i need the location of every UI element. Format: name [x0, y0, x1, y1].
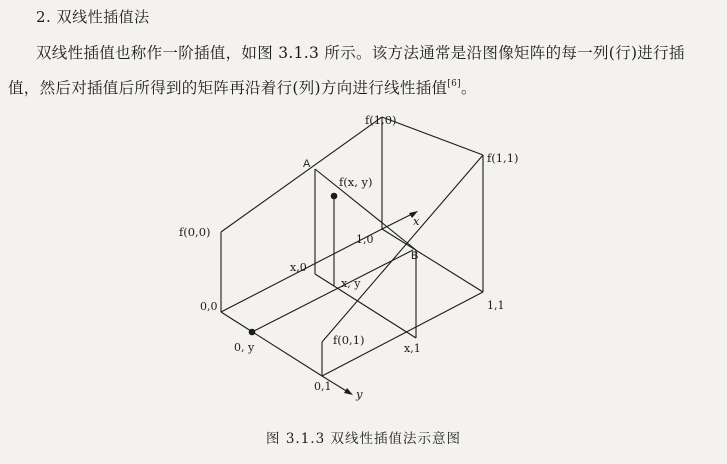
label-y-axis: y: [356, 387, 363, 401]
label-x0: x,0: [290, 261, 307, 274]
figure-caption: 图 3.1.3 双线性插值法示意图: [266, 431, 461, 447]
label-B: B: [411, 250, 419, 262]
point-0y: [249, 329, 256, 336]
label-f10: f(1,0): [365, 113, 397, 127]
label-x1: x,1: [404, 342, 421, 355]
label-f00: f(0,0): [179, 225, 211, 239]
base-edge-right: [382, 229, 483, 292]
top-edge-10-11: [382, 117, 483, 155]
label-0y: 0, y: [234, 341, 255, 354]
x-axis-line: [382, 213, 414, 229]
label-x-axis: x: [413, 214, 420, 228]
label-f11: f(1,1): [487, 151, 519, 165]
base-line-y: [252, 250, 413, 332]
paragraph-end-mark: 。: [460, 79, 477, 97]
label-A: A: [303, 158, 311, 170]
point-fxy: [331, 193, 338, 200]
label-c10: 1,0: [356, 233, 374, 246]
label-f01: f(0,1): [333, 333, 365, 347]
section-heading: 2. 双线性插值法: [36, 8, 150, 26]
y-axis-arrowhead: [344, 388, 353, 395]
label-xy: x, y: [341, 277, 361, 290]
base-line-x: [315, 274, 416, 338]
label-c00: 0,0: [200, 300, 218, 313]
paragraph-text: 双线性插值也称作一阶插值，如图 3.1.3 所示。该方法通常是沿图像矩阵的每一列(行)进行插值，然后对插值后所得到的矩阵再沿着行(列)方向进行线性插值: [8, 44, 685, 97]
citation-marker: [6]: [447, 79, 461, 89]
label-c11: 1,1: [487, 299, 505, 312]
label-fxy: f(x, y): [339, 175, 373, 189]
label-c01: 0,1: [314, 380, 332, 393]
